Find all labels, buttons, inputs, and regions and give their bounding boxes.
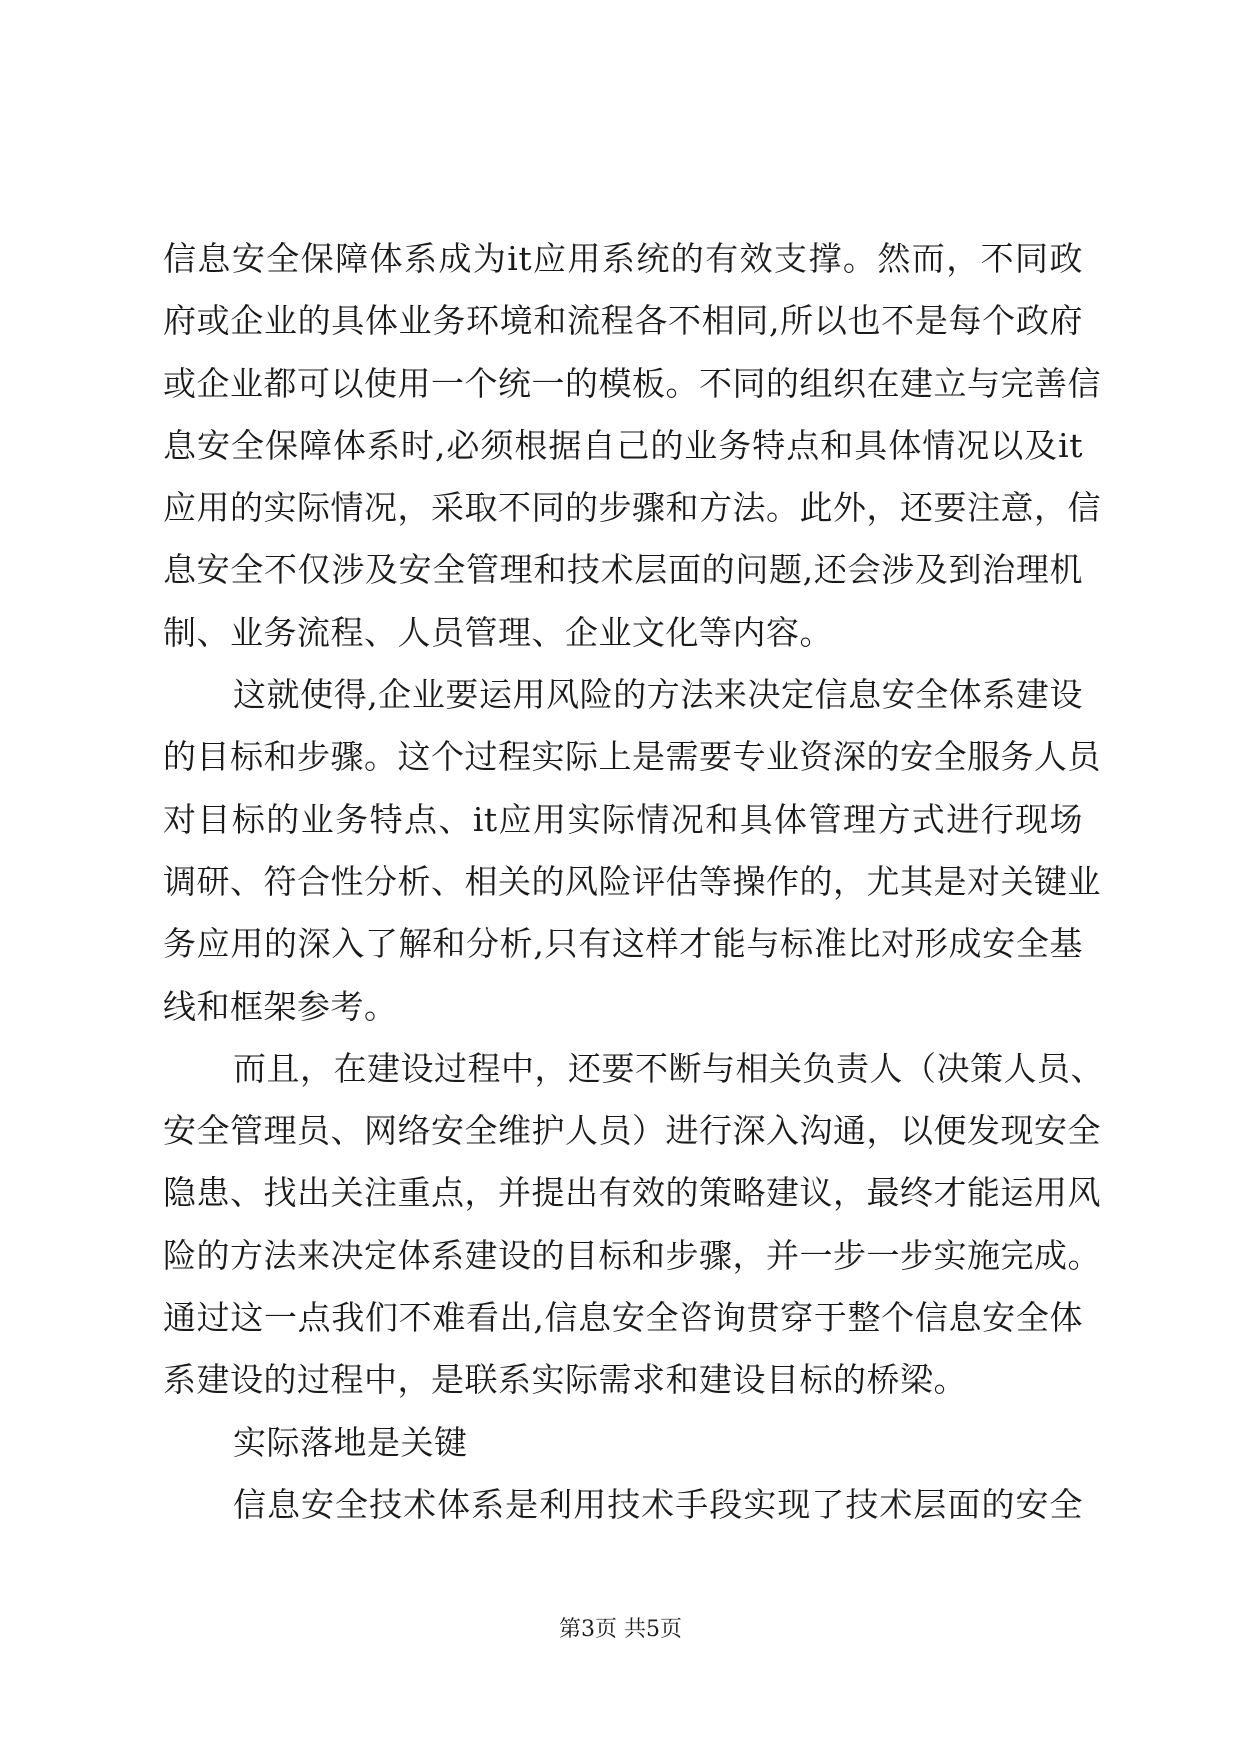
text-line: 系建设的过程中，是联系实际需求和建设目标的桥梁。 — [163, 1360, 967, 1400]
text-line: 制、业务流程、人员管理、企业文化等内容。 — [163, 612, 833, 652]
text-line: 息安全不仅涉及安全管理和技术层面的问题,还会涉及到治理机 — [163, 550, 1083, 590]
text-line: 府或企业的具体业务环境和流程各不相同,所以也不是每个政府 — [163, 301, 1083, 341]
text-line: 的目标和步骤。这个过程实际上是需要专业资深的安全服务人员 — [163, 737, 1101, 777]
text-line: 线和框架参考。 — [163, 986, 398, 1026]
text-line: 对目标的业务特点、it应用实际情况和具体管理方式进行现场 — [163, 799, 1083, 839]
text-line: 务应用的深入了解和分析,只有这样才能与标准比对形成安全基 — [163, 924, 1083, 964]
text-line: 应用的实际情况，采取不同的步骤和方法。此外，还要注意，信 — [163, 488, 1101, 528]
text-line: 而且，在建设过程中，还要不断与相关负责人（决策人员、 — [233, 1048, 1104, 1088]
text-line: 信息安全技术体系是利用技术手段实现了技术层面的安全 — [233, 1484, 1083, 1524]
text-line: 隐患、找出关注重点，并提出有效的策略建议，最终才能运用风 — [163, 1173, 1101, 1213]
text-line: 信息安全保障体系成为it应用系统的有效支撑。然而，不同政 — [163, 239, 1083, 278]
document-body — [163, 228, 1104, 1536]
text-line: 安全管理员、网络安全维护人员）进行深入沟通，以便发现安全 — [163, 1111, 1101, 1151]
text-line: 或企业都可以使用一个统一的模板。不同的组织在建立与完善信 — [163, 363, 1101, 403]
text-line: 这就使得,企业要运用风险的方法来决定信息安全体系建设 — [233, 675, 1083, 715]
text-line: 调研、符合性分析、相关的风险评估等操作的，尤其是对关键业 — [163, 861, 1101, 901]
text-line: 通过这一点我们不难看出,信息安全咨询贯穿于整个信息安全体 — [163, 1298, 1083, 1338]
section-heading: 实际落地是关键 — [233, 1422, 468, 1462]
text-line: 险的方法来决定体系建设的目标和步骤，并一步一步实施完成。 — [163, 1235, 1101, 1275]
page-number-footer: 第3页 共5页 — [559, 1617, 682, 1642]
text-line: 息安全保障体系时,必须根据自己的业务特点和具体情况以及it — [163, 425, 1083, 465]
